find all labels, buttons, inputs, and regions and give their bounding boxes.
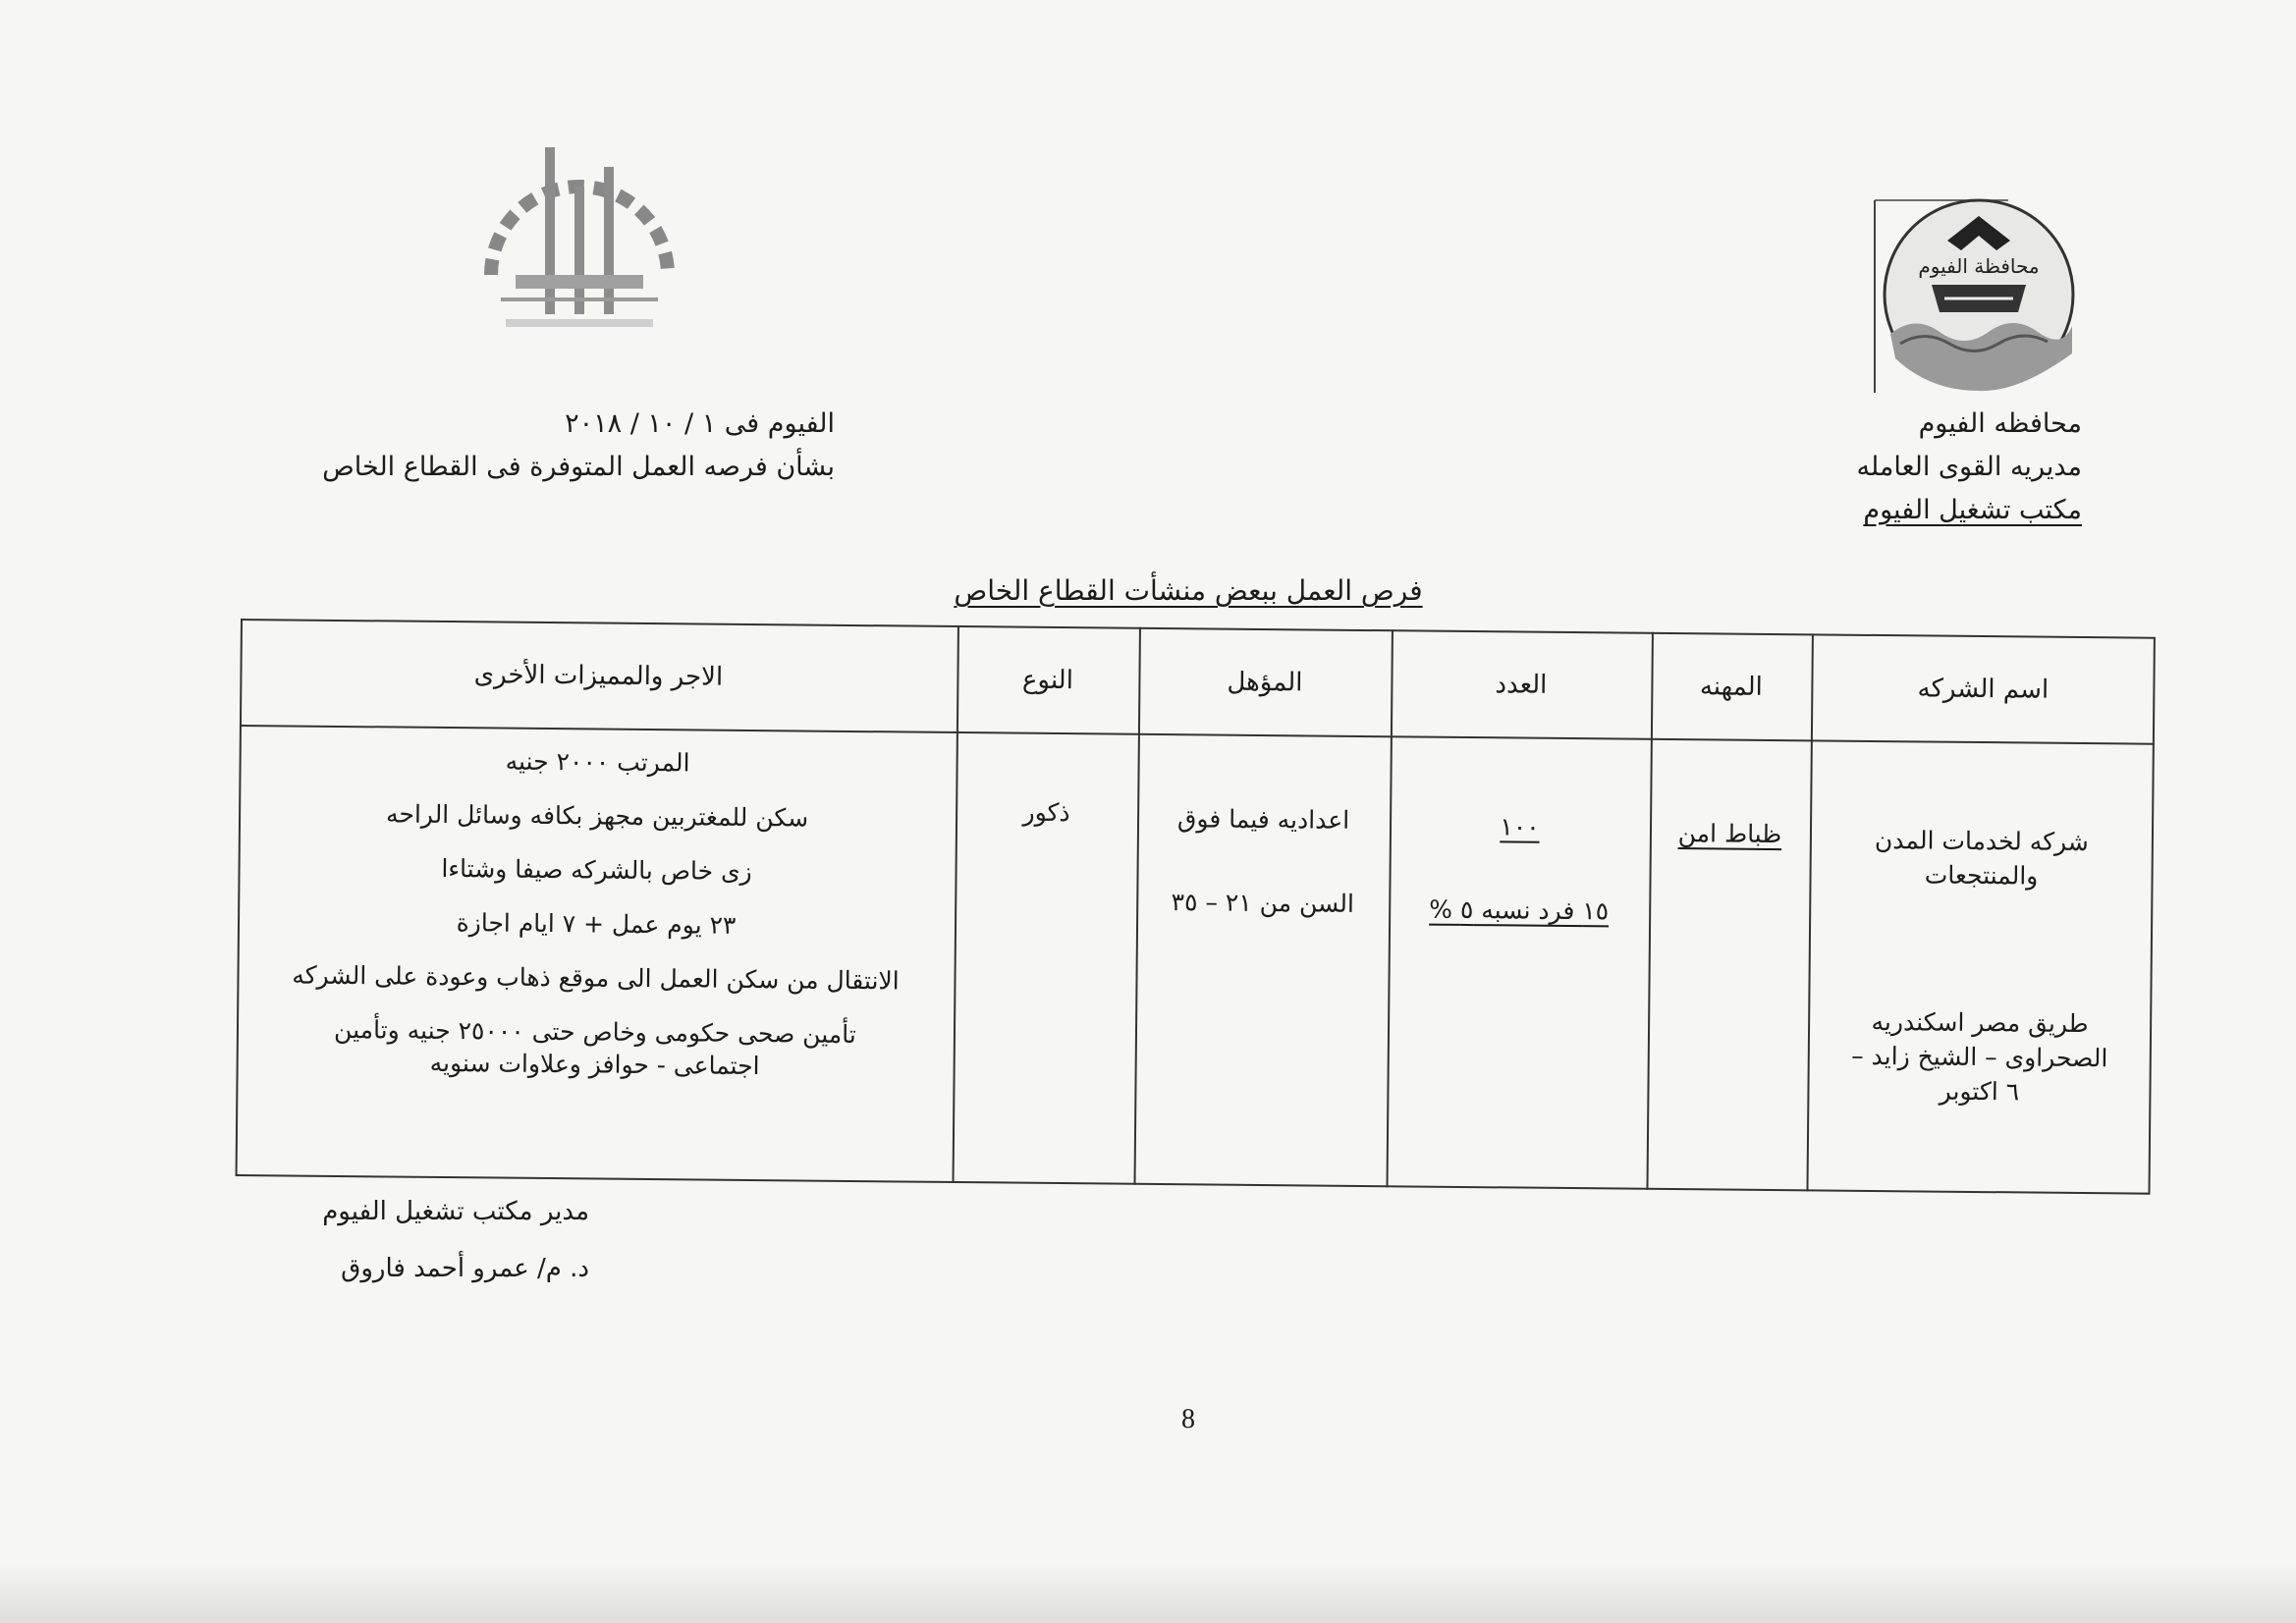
ministry-emblem	[462, 128, 697, 353]
benefit-insurance: تأمين صحى حكومى وخاص حتى ٢٥٠٠٠ جنيه وتأمين	[334, 1014, 856, 1050]
header-salary: الاجر والمميزات الأخرى	[473, 660, 724, 692]
benefit-uniform: زى خاص بالشركه صيفا وشتاءا	[441, 853, 752, 887]
qualification-value: اعداديه فيما فوق	[1176, 804, 1350, 835]
date-subject-block	[324, 403, 835, 489]
header-profession: المهنه	[1699, 672, 1764, 702]
header-company: اسم الشركه	[1917, 674, 2050, 705]
date-line: الفيوم فى ١ / ١٠ / ٢٠١٨	[565, 408, 835, 439]
gender-value: ذكور	[1022, 797, 1070, 828]
subject-line: بشأن فرصه العمل المتوفرة فى القطاع الخاص	[322, 452, 835, 482]
company-address-cont: الصحراوى – الشيخ زايد –	[1851, 1041, 2108, 1073]
benefit-housing: سكن للمغتربين مجهز بكافه وسائل الراحه	[385, 799, 809, 833]
benefit-schedule: ٢٣ يوم عمل + ٧ ايام اجازة	[456, 908, 737, 940]
header-qualification: المؤهل	[1227, 667, 1303, 698]
header-gender: النوع	[1021, 665, 1074, 696]
profession-value: ظباط امن	[1677, 819, 1782, 849]
signature-block	[295, 1183, 589, 1297]
header-count: العدد	[1495, 670, 1548, 700]
company-name: شركه لخدمات المدن	[1874, 825, 2089, 857]
signature-title: مدير مكتب تشغيل الفيوم	[322, 1197, 589, 1226]
benefit-salary: المرتب ٢٠٠٠ جنيه	[505, 746, 690, 778]
seal-text: محافظة الفيوم	[1918, 254, 2040, 278]
company-address-city: ٦ اكتوبر	[1939, 1076, 2020, 1107]
count-total: ١٠٠	[1500, 812, 1540, 841]
page-number: 8	[1181, 1404, 1195, 1434]
benefit-transport: الانتقال من سكن العمل الى موقع ذهاب وعودة على الشركه	[292, 960, 900, 996]
jobs-table	[236, 619, 2156, 1195]
count-detail: ١٥ فرد نسبه ٥ %	[1429, 894, 1610, 926]
governorate-header	[1807, 403, 2082, 532]
company-name-cont: والمنتجعات	[1924, 860, 2039, 891]
governorate-name: محافظه الفيوم	[1918, 408, 2082, 439]
office-name: مكتب تشغيل الفيوم	[1863, 495, 2082, 525]
fayoum-governorate-seal	[1871, 196, 2087, 398]
directorate-name: مديريه القوى العامله	[1856, 452, 2082, 482]
table-title: فرص العمل ببعض منشأت القطاع الخاص	[954, 574, 1423, 607]
signature-name: د. م/ عمرو أحمد فاروق	[341, 1254, 589, 1283]
age-range: السن من ٢١ – ٣٥	[1171, 888, 1355, 918]
company-address: طريق مصر اسكندريه	[1871, 1006, 2089, 1039]
benefit-insurance-cont: اجتماعى - حوافز وعلاوات سنويه	[429, 1048, 760, 1081]
scan-edge-shadow	[0, 1564, 2296, 1623]
